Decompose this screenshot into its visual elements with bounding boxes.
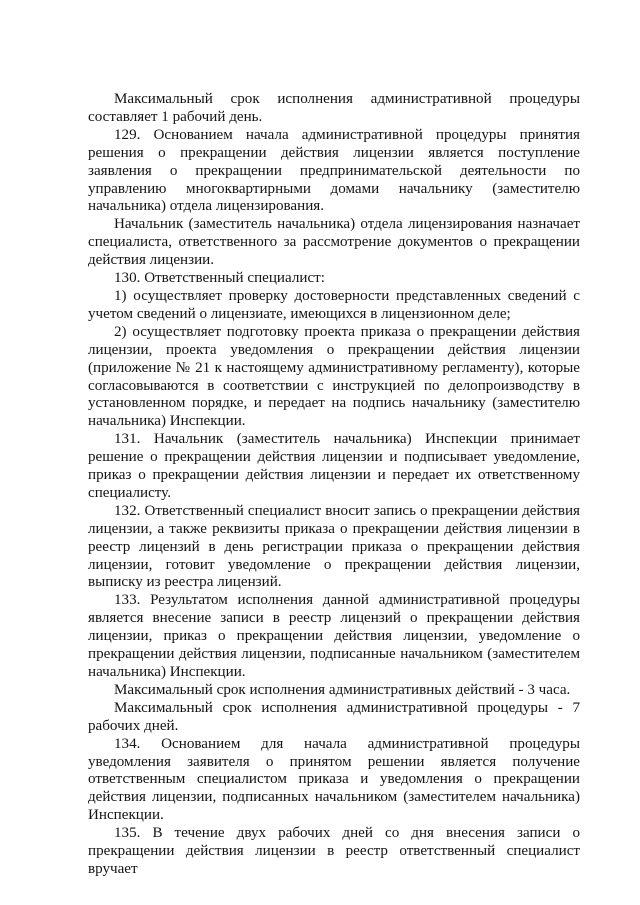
paragraph-129: 129. Основанием начала административной процедуры принятия решения о прекращении действия лицензии является поступление заявления о прекращении предпринимательской деятельности по управлению многоквартирными домами начальнику (заместителю начальника) отдела лицензирования. bbox=[88, 126, 580, 215]
paragraph-131: 131. Начальник (заместитель начальника) Инспекции принимает решение о прекращении действия лицензии и подписывает уведомление, приказ о прекращении действия лицензии и передает их ответственному специалисту. bbox=[88, 431, 580, 501]
paragraph-132: 132. Ответственный специалист вносит запись о прекращении действия лицензии, а также реквизиты приказа о прекращении действия лицензии в реестр лицензий в день регистрации приказа о прекращении действия лицензии, готовит уведомление о прекращении действия лицензии, выписку из реестра лицензий. bbox=[88, 502, 580, 591]
paragraph-max-procedure-term: Максимальный срок исполнения административной процедуры - 7 рабочих дней. bbox=[88, 699, 580, 734]
document-page bbox=[88, 91, 580, 879]
paragraph-130: 130. Ответственный специалист: bbox=[114, 270, 325, 287]
paragraph-130-item-2: 2) осуществляет подготовку проекта приказа о прекращении действия лицензии, проекта уведомления о прекращении действия лицензии (приложение № 21 к настоящему административному регламенту), которые согласовываются в соответствии с инструкцией по делопроизводству в установленном порядке, и передает на подпись начальнику (заместителю начальника) Инспекции. bbox=[88, 323, 580, 430]
paragraph-133: 133. Результатом исполнения данной административной процедуры является внесение записи в реестр лицензий о прекращении действия лицензии, приказ о прекращении действия лицензии, уведомление о прекращении действия лицензии, подписанные начальником (заместителем начальника) Инспекции. bbox=[88, 592, 580, 680]
paragraph-134: 134. Основанием для начала административной процедуры уведомления заявителя о принятом решении является получение ответственным специалистом приказа и уведомления о прекращении действия лицензии, подписанных начальником (заместителем начальника) Инспекции. bbox=[88, 735, 580, 824]
paragraph-130-item-1: 1) осуществляет проверку достоверности представленных сведений с учетом сведений о лицензиате, имеющихся в лицензионном деле; bbox=[88, 287, 580, 322]
paragraph-135: 135. В течение двух рабочих дней со дня внесения записи о прекращении действия лицензии в реестр ответственный специалист вручает bbox=[88, 825, 580, 877]
paragraph-max-term: Максимальный срок исполнения административной процедуры составляет 1 рабочий день. bbox=[88, 91, 580, 125]
paragraph-head-assigns: Начальник (заместитель начальника) отдела лицензирования назначает специалиста, ответственного за рассмотрение документов о прекращении действия лицензии. bbox=[88, 216, 580, 269]
paragraph-max-actions-term: Максимальный срок исполнения административных действий - 3 часа. bbox=[114, 681, 571, 698]
